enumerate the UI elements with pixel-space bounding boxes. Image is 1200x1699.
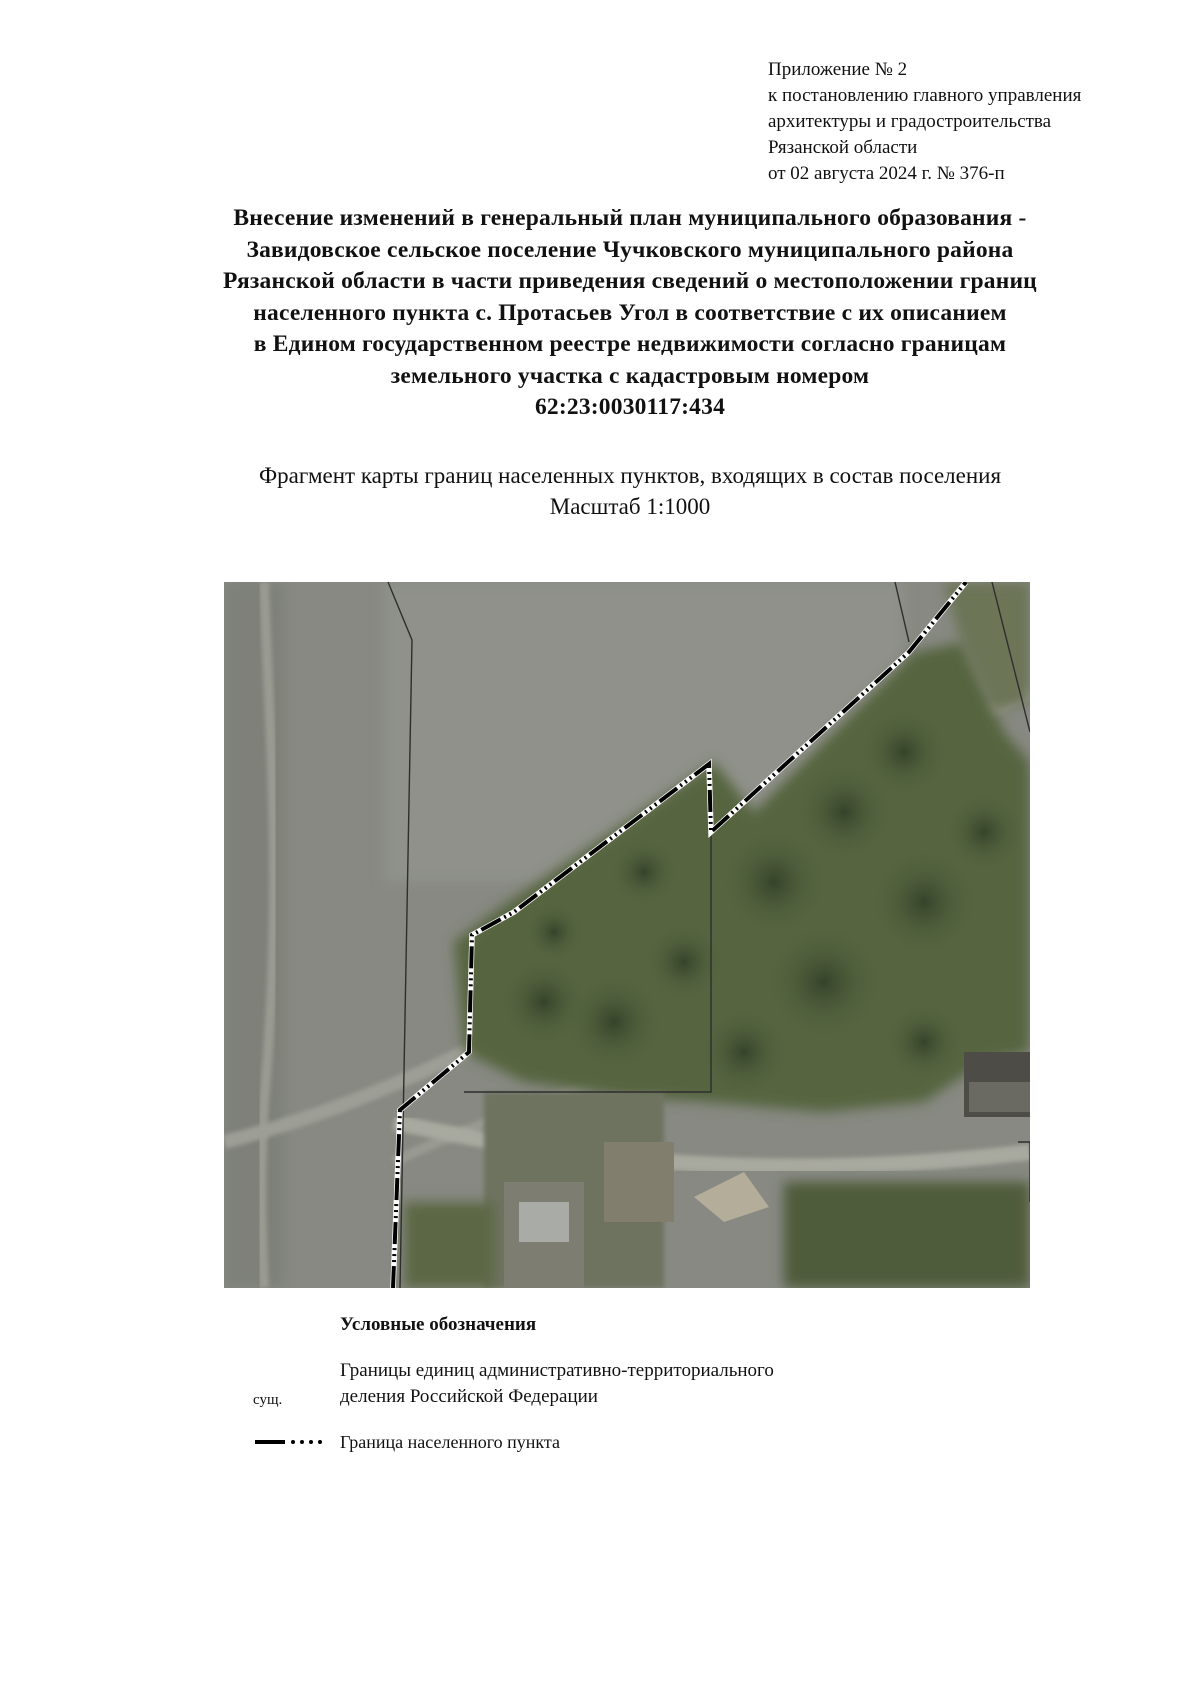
- legend-admin-suffix: сущ.: [253, 1392, 283, 1408]
- satellite-map: [224, 582, 1030, 1288]
- legend-admin-line: Границы единиц административно-территориального: [340, 1360, 774, 1381]
- settlement-boundary-symbol: [255, 1430, 330, 1454]
- title-line: земельного участка с кадастровым номером: [390, 362, 870, 389]
- appendix-line: Рязанской области: [768, 137, 918, 158]
- map-scale: Масштаб 1:1000: [549, 494, 711, 519]
- appendix-note: [768, 57, 1081, 187]
- appendix-line: от 02 августа 2024 г. № 376-п: [768, 163, 1005, 184]
- title-line: Рязанской области в части приведения сведений о местоположении границ: [223, 268, 1037, 294]
- legend-item-admin-boundary: [250, 1358, 950, 1418]
- title-line: населенного пункта с. Протасьев Угол в соответствие с их описанием: [253, 299, 1007, 326]
- map-caption: [100, 460, 1160, 522]
- appendix-line: архитектуры и градостроительства: [768, 111, 1052, 132]
- map-canvas: [224, 582, 1030, 1288]
- yard-plot: [604, 1142, 674, 1222]
- map-caption-text: Фрагмент карты границ населенных пунктов, входящих в состав поселения: [258, 463, 1002, 488]
- building-roof: [519, 1202, 569, 1242]
- appendix-line: к постановлению главного управления: [768, 85, 1082, 106]
- document-title: [100, 203, 1160, 424]
- appendix-line: Приложение № 2: [768, 59, 908, 80]
- legend-admin-text: [340, 1358, 774, 1410]
- tree-cover: [784, 1182, 1030, 1288]
- title-line: Завидовское сельское поселение Чучковского муниципального района: [246, 236, 1014, 263]
- tree-cover: [404, 1202, 494, 1288]
- legend-heading: Условные обозначения: [340, 1314, 537, 1335]
- building-roof: [969, 1082, 1030, 1112]
- legend-item-settlement-boundary: [250, 1430, 950, 1460]
- legend-settlement-text: Граница населенного пункта: [340, 1432, 560, 1452]
- title-line: в Едином государственном реестре недвижимости согласно границам: [253, 331, 1007, 357]
- legend-admin-line: деления Российской Федерации: [340, 1386, 598, 1407]
- title-line: 62:23:0030117:434: [534, 394, 726, 420]
- title-line: Внесение изменений в генеральный план муниципального образования -: [233, 205, 1027, 231]
